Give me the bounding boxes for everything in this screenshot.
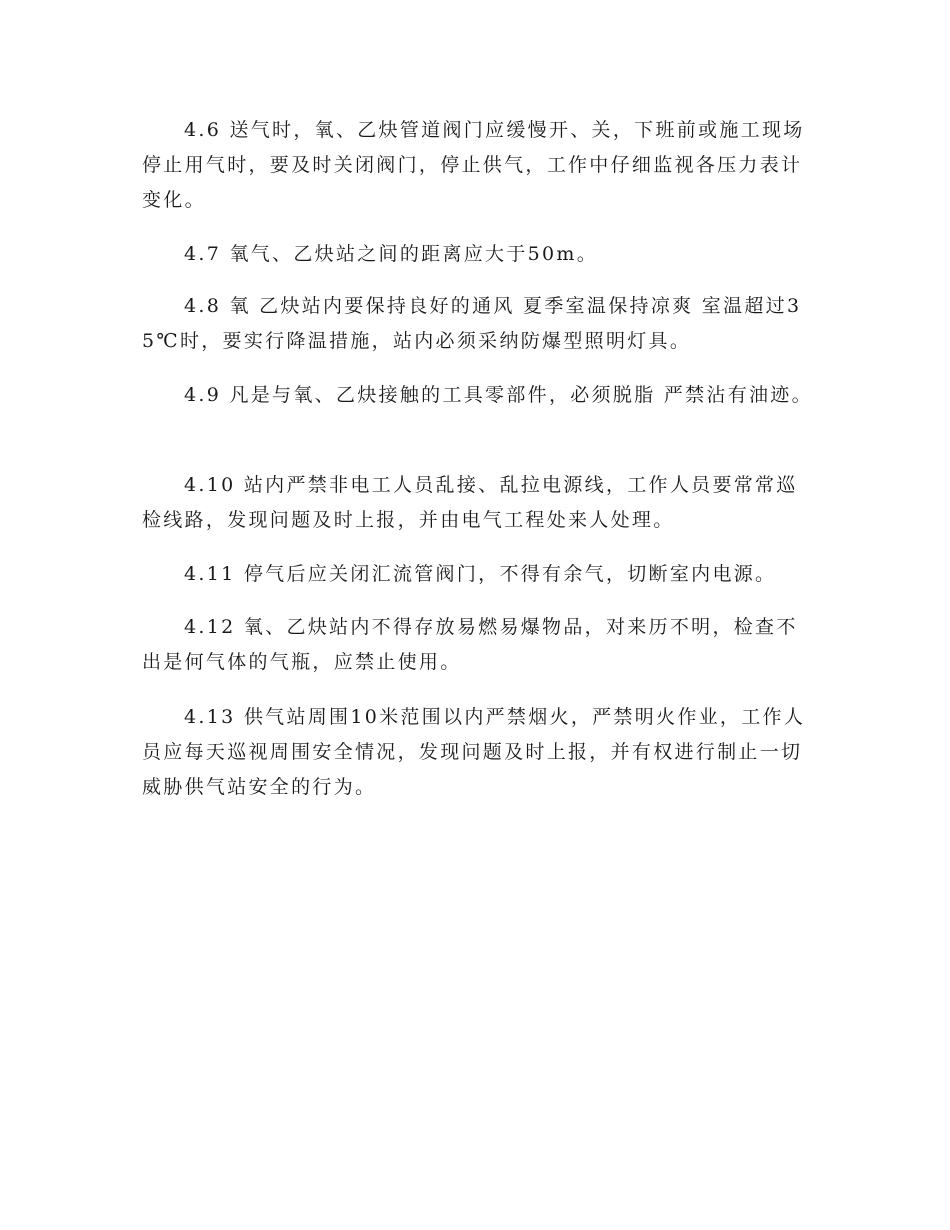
paragraph-4-13: 4.13 供气站周围10米范围以内严禁烟火，严禁明火作业，工作人员应每天巡视周围安全情况，发现问题及时上报，并有权进行制止一切威胁供气站安全的行为。 (142, 706, 806, 798)
paragraph-4-12: 4.12 氧、乙炔站内不得存放易燃易爆物品，对来历不明，检查不出是何气体的气瓶，应禁止使用。 (142, 616, 798, 673)
paragraph-4-10: 4.10 站内严禁非电工人员乱接、乱拉电源线，工作人员要常常巡检线路，发现问题及时上报，并由电气工程处来人处理。 (142, 474, 798, 531)
paragraph-4-11: 4.11 停气后应关闭汇流管阀门，不得有余气，切断室内电源。 (184, 563, 777, 585)
paragraph-4-6: 4.6 送气时，氧、乙炔管道阀门应缓慢开、关，下班前或施工现场停止用气时，要及时关闭阀门，停止供气，工作中仔细监视各压力表计变化。 (142, 119, 805, 211)
paragraph-4-9: 4.9 凡是与氧、乙炔接触的工具零部件，必须脱脂 严禁沾有油迹。 (184, 384, 813, 406)
paragraph-4-7: 4.7 氧气、乙炔站之间的距离应大于50m。 (184, 243, 599, 265)
paragraph-4-8: 4.8 氧 乙炔站内要保持良好的通风 夏季室温保持凉爽 室温超过35℃时，要实行降温措施，站内必须采纳防爆型照明灯具。 (142, 295, 802, 352)
